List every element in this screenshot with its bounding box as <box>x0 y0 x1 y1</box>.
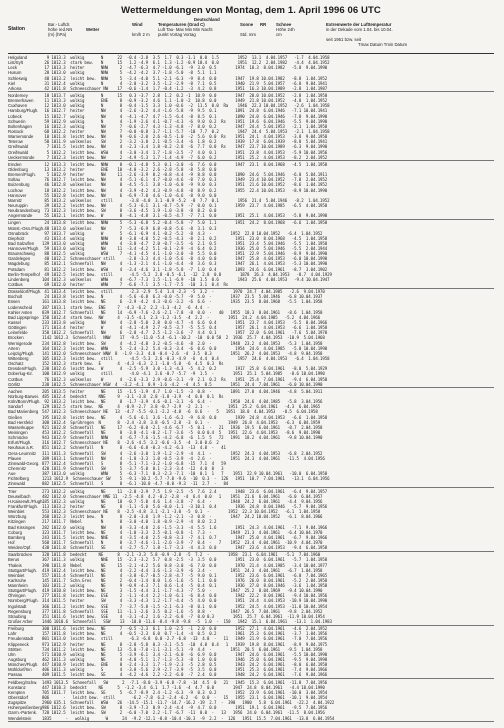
station-values: 100 1012.9 wolkig still -4.0 -4.1 2.6 -0.7 -5.7 -9 1.5 - 1951 25.1 5.04.1985 -8.6 10.04.1990 <box>42 371 325 377</box>
station-name: Essen <box>8 299 20 305</box>
station-values: 282 1012.0 wolkig NW 8 -3.3 -4.0 2.6 -1.5 -3.3 -4 5.5 1.6 1951 24.3 4.04.1961 -7.1 9.04.1966 <box>42 524 328 530</box>
station-group <box>8 389 494 488</box>
header-deutschland: Deutschland <box>194 17 220 22</box>
station-name: Ingolstadt <box>8 603 27 609</box>
station-name: Konstanz <box>8 684 26 690</box>
station-values: 320 1011.8 bedeckt NE 8 -2.1 -3.3 5.8 -0.9 -2.8 -5 7.2 - 1958 23.1 6.04.1961 -5.1 7.04.1960 <box>42 552 321 558</box>
station-values: 553 1012.3 Schneeschauer NE 8 -2.5 -4.8 3.1 -2.1 -3.0 -5 0.1 - 1952 22.3 10.04.1952 -6.1 1.04.1958 <box>42 509 321 515</box>
station-name: Gießen <box>8 414 22 420</box>
station-values: 9 1013.3 wolkig N 22 -0.4 -2.8 3.5 1.7 0.3 -1.1 0.0 1.5 1952 13.1 4.04.1957 -1.7 4.04.1958 <box>42 55 330 60</box>
station-name: Freiburg <box>8 626 24 632</box>
station-values: 48 1013.2 leicht bew. NNW 5 -3.4 -4.0 5.1 -2.1 -6.3 -9 8.4 0.0 1947 19.8 10.04.1982 -8.8 1.04.1952 <box>42 75 328 81</box>
station-values: 387 1013.1 stark bew. ENE 7 -4.3 -6.2 2.2 -1.3 -4.2 -6 4.4 - <box>42 304 210 310</box>
table-row <box>8 545 494 550</box>
station-values: 233 1013.8 wolkig NW 4 -2.8 -5.0 2.8 0.0 -4.7 -4 6.6 0.4 1951 23.7 4.04.1953 -5.5 8.04.1966 <box>42 320 328 326</box>
station-name: Husum <box>8 70 22 76</box>
header-extremwerte-sub: in der Dekade vom 1.04. bis 10.04. <box>326 27 393 32</box>
station-values: 85 1013.2 wolkenlos still -3.8 -4.8 3.1 -0.9 -5.2 -8 7.7 0.1 1956 21.4 5.04.1946 -8.2 1.04.1952 <box>42 197 330 203</box>
station-values: 351 1011.6 leicht bew. SSE 4 -3.1 -4.2 1.6 -2.2 -6.8 -7 0.0 0.3 1951 25.7 6.04.1961 -11.9 10.04.1954 <box>42 613 325 619</box>
station-name: Frankfurt/Flugh. <box>8 503 38 509</box>
station-values: 152 1012.3 stark bew. E 4 -4.3 -6.3 2.1 -1.0 -5.0 -6 4.5 0.3 Rs <box>42 361 224 367</box>
station-values: 547 1012.3 Schneeschauer NE 13 -4.7 -5.5 -0.1 -2.2 -4.8 -6 0.6 - 5 1951 18.0 4.04.1953 -8.5 6.04.1958 <box>42 409 318 415</box>
station-values: 308 1012.4 Sprühregen N 8 -2.4 -3.8 3.8 -0.5 -2.8 -3 0.1 - 1949 26.8 4.04.1953 -6.3 6.04.1959 <box>42 419 321 425</box>
header-wind-units: km/h 2 m <box>132 32 150 37</box>
station-values: 419 1010.8 leicht bew. NE 3 -1.5 -4.4 3.1 -1.7 -4.3 -7 5.0 - 1947 25.2 8.04.1969 -9.4 10.04.1990 <box>42 588 323 594</box>
station-values: 462 1011.3 wolkig NE 4 -4.0 -5.1 1.7 -1.3 -5.3 -8 1.0 0.0 1946 25.0 6.04.1961 -9.5 9.04.1990 <box>42 657 328 663</box>
table-row <box>8 155 494 160</box>
station-name: Plauen <box>8 455 22 461</box>
station-name: Angermünde <box>8 213 33 219</box>
station-name: Arkona <box>8 85 22 91</box>
station-values: 243 1011.5 leicht bew. NNE 4 -3.5 -4.0 2.5 -0.8 -3.3 -7 4.1 0.7 1947 25.0 4.04.1961 -6.7 9.04.1966 <box>42 534 328 540</box>
station-name: Diepholz <box>8 235 25 241</box>
station-values: 73 1012.3 leicht bew. SW 8 -3.6 -4.5 1.9 -1.0 -3.8 -8 8.2 0.0 <box>42 208 217 214</box>
station-values: 105 1012.3 leicht bew. still -4.5 -5.3 2.6 -0.3 -4.9 -6 4.4 0.4 1957 24.6 4.04.1953 -6.4 1.04.1958 <box>42 356 330 362</box>
station-values: 28 1013.0 wolkig NNW 5 -4.2 -4.2 3.7 -1.8 -5.0 -8 5.1 1.1 <box>42 70 217 76</box>
station-group <box>8 289 494 388</box>
station-name: Nürnberg/Flugh. <box>8 598 39 604</box>
station-values: 48 1013.0 wolkenlos NW 7 -5.3 -6.9 6.8 -0.8 -5.6 -8 3.1 0.3 <box>42 225 217 231</box>
station-values: 268 1012.3 leicht bew. N 8 -2.0 -3.0 1.9 -1.2 -2.1 -3 0.8 - 1947 24.2 10.04.1952 -6.1 8.04.1966 <box>42 514 323 520</box>
station-group <box>8 93 494 161</box>
station-values: 7 1011.5 leicht bew. NW 4 -2.3 -3.4 1.8 -0.2 -2.8 -6 7.7 0.0 Rs 1947 23.7 10.04.1989 -6.3 9.04.1990 <box>42 144 328 150</box>
station-values: 568 1011.7 Schneefall N 8 -3.7 -4.6 -1.1 -2.6 -3.9 -7 0.4 - 7 1952 23.4 4.04.1961 -10.9 4.04.1970 <box>42 539 323 545</box>
station-name: Klippeneck <box>8 641 29 647</box>
page-title: Wettermeldungen von Montag, dem 1. April 1996 06 UTC <box>121 5 381 16</box>
station-values: 230 1012.6 leicht bew. W 4 -2.5 -5.9 3.0 -1.3 -4.3 -5 4.2 0.2 1917 25.8 6.04.1961 -8.0 5.04.1929 <box>42 366 328 372</box>
station-name: Braunschweig <box>8 251 35 257</box>
station-values: 164 1012.3 leicht bew. WNW 5 -2.4 -3.2 5.4 -0.3 -3.4 -6 0.6 0.0 1954 24.6 4.04.1985 -5.0 10.04.1990 <box>42 345 328 351</box>
station-values: 839 1012.7 Schneefall NE 14 -6.9 -7.6 -2.6 -2.1 -7.8 -8 0.0 - 40 1955 18.3 8.04.1961 -8.6 1.04.1958 <box>42 309 323 315</box>
station-name: Bad Lippspringe <box>8 314 39 320</box>
station-values: 1213 1012.9 Schneeschauer SW 5 -9.1 -10.2 -5.7 -7.0 -9.6 -10 0.3 - 126 1951 18.7 7.04.1961 -13.1 6.04.1956 <box>42 476 330 482</box>
station-name: Rostock <box>8 128 24 134</box>
station-name: Feldberg/Schw. <box>8 679 38 685</box>
station-values: 161 1013.8 leicht bew. NE 6 -2.9 -4.2 4.3 -0.6 -3.2 -6 6.6 - 1935 23.5 8.04.1968 -5.5 1.04.1958 <box>42 299 323 305</box>
station-name: Norderney <box>8 92 28 98</box>
station-name: Artern <box>8 345 20 351</box>
station-name: Wasserkuppe <box>8 424 34 430</box>
station-values: 76 1012.3 wolkenlos W 4 -2.6 -3.3 2.9 -0.6 -3.1 -9 2.1 0.2 Rs 1951 25.4 7.04.1961 -9.4 6.04.1958 <box>42 376 328 382</box>
station-name: Augsburg <box>8 657 27 663</box>
station-values: 18 1012.2 leicht bew. NW 4 -3.9 -4.2 4.3 -0.9 -4.8 -8 8.9 0.2 1955 22.4 10.04.1953 -8.9 10.04.1990 <box>42 187 328 193</box>
header-sonne-units: Std. mm <box>240 32 256 37</box>
station-name: Lüdenscheid <box>8 304 33 310</box>
station-name: Greifswald <box>8 149 29 155</box>
station-name: Kiel <box>8 80 16 86</box>
station-name: Oberstdorf <box>8 695 29 701</box>
station-name: Zinnwald <box>8 481 26 487</box>
station-name: Großer Arber <box>8 619 33 625</box>
station-values: 851 1012.2 Schneefall N 8 -6.6 -6.8 -0.3 -4.2 -6.3 -13 4.8 - 41 <box>42 445 226 451</box>
station-values: 438 1011.8 Schneefall SE 4 -2.7 -5.7 1.8 -1.7 -3.3 -4 4.3 0.0 1947 23.6 4.04.1953 -9.4 6.04.1958 <box>42 545 328 551</box>
station-name: Kempten <box>8 689 26 695</box>
station-name: Gera-Leumnitz <box>8 450 37 456</box>
station-name: Würzburg <box>8 514 27 520</box>
station-name: Boltenhagen <box>8 123 32 129</box>
station-name: Stuttgart/Flugh. <box>8 588 38 594</box>
station-name: Cuxhaven <box>8 103 28 109</box>
station-name: Stötten <box>8 646 22 652</box>
station-values: 59 1013.0 wolkig NW 11 -3.4 -4.2 5.1 -0.1 -2.9 -4 6.4 0.2 1936 25.0 5.04.1946 -5.5 2.04.1944 <box>42 246 328 252</box>
station-name: Bremen/Flugh. <box>8 172 36 178</box>
station-name: Zugspitze <box>8 700 27 706</box>
header-wetter: Wetter <box>86 27 100 32</box>
station-values: 55 1012.8 leicht bew. NW 6 -6.9 -7.0 4.6 -1.0 -6.6 -8 9.0 0.0 <box>42 192 217 198</box>
station-values: 387 1013.0 wolkig WNW 5 -6.3 -7.1 0.3 -2.3 -7.1 -10 0.1 1 7 1951 22.9 10.04.1961 -10.0 6.04.1958 <box>42 471 328 477</box>
station-name: Cottbus <box>8 282 23 288</box>
station-name: Bad Salzuflen <box>8 240 35 246</box>
table-row <box>8 619 494 624</box>
station-name: Cottbus <box>8 376 23 382</box>
station-name: Garm.-Partenk. <box>8 710 38 716</box>
station-name: Potsdam <box>8 266 25 272</box>
station-values: 10 1011.8 leicht bew. NW 9 -0.6 -2.0 2.6 -0.5 -1.0 -2 5.6 0.0 Rs 1951 24.1 4.04.1953 -3.8 9.04.1958 <box>42 134 328 140</box>
station-name: Magdeburg <box>8 261 30 267</box>
station-values: 277 1011.8 leicht bew. ESE 2 -1.1 -4.4 2.2 -1.0 -6.1 -6 8.4 0.0 1942 22.2 8.04.1961 -9.4 10.04.1956 <box>42 593 328 599</box>
station-name: Bremerhaven <box>8 98 34 104</box>
station-name: Leipzig/Flugh. <box>8 350 35 356</box>
station-name: Wernigerode <box>8 340 33 346</box>
station-values: 59 1012.9 wolkig N 4 -1.9 -2.6 4.1 -0.7 -4.3 -6 9.0 0.2 Rs 1951 19.6 6.04.1946 -5.5 9.04.1990 <box>42 118 328 124</box>
station-values: 49 1012.5 leicht bew. still -4.5 -5.2 2.8 -0.5 -6.1 -12 2.8 0.8 1878 26.3 4.04.1953 -8.7 4.04.1929 <box>42 271 332 277</box>
header-schnee-cols: Höhe 24h <box>276 27 295 32</box>
station-name: Neuhaus a.R. <box>8 445 34 451</box>
station-values: 103 1011.2 wolkig NE 9 -0.9 -4.3 7.1 0.6 -1.4 -5 0.4 0.1 1936 27.0 8.04.1946 -3.6 1.04.1958 <box>42 583 328 589</box>
station-name: Aue <box>8 471 16 477</box>
table-row <box>8 672 494 677</box>
station-values: 76 1012.7 leicht bew. NW 4 -5.1 -6.1 4.7 -0.0 -4.6 -8 7.0 0.3 1949 23.4 10.04.1952 -7.8 2.04.1952 <box>42 177 328 183</box>
station-name: Bamberg <box>8 534 26 540</box>
station-name: Teterow <box>8 139 23 145</box>
station-name: Neuruppin <box>8 202 28 208</box>
station-name: Görlitz <box>8 381 21 387</box>
station-name: Boizenburg <box>8 182 30 188</box>
station-name: Emden <box>8 161 22 167</box>
station-name: Mannheim <box>8 583 28 589</box>
station-name: Bad Kissingen <box>8 524 36 530</box>
station-name: Kassel <box>8 320 21 326</box>
station-name: Oschatz <box>8 361 24 367</box>
station-values: 273 1012.2 wolkig NE 11 -2.0 -2.9 7.5 1.9 -2.5 -5 7.6 2.4 1948 23.6 6.04.1961 -6.4 9.04.1957 <box>42 488 328 494</box>
station-values: 734 1011.2 leicht bew. NE 13 -5.0 -7.0 -1.1 -3.1 -5.1 -9 4.4 - 1951 20.5 6.04.1961 -9.5 1.04.1958 <box>42 646 323 652</box>
station-name: Hof <box>8 539 15 545</box>
station-name: Schleswig <box>8 75 28 81</box>
station-values: 141 1012.0 Schneeschauer WNW 8 -1.9 -3.3 4.0 -0.4 -2.6 -4 3.5 0.3 1951 26.2 4.04.1953 -4.8 9.04.1958 <box>42 350 323 356</box>
station-values: 234 1012.8 leicht bew. SW 4 -4.2 -4.8 3.2 -0.5 -4.6 -8 2.0 - 1948 23.2 4.04.1953 -5.3 1.04.1958 <box>42 340 323 346</box>
station-values: 15 1012.7 wolkig NW 4 -4.1 -4.7 4.7 -1.5 -6.4 -8 8.5 0.1 1890 24.0 6.04.1946 -7.8 9.04.1990 <box>42 113 328 119</box>
header-temp-cols: Luft Tau- Max Min Min Nacht <box>158 27 213 32</box>
station-values: 195 1012.8 leicht bew. NE 4 -5.6 -6.1 3.6 -1.6 -6.2 -9 6.8 0.0 1939 24.8 4.04.1953 -6.6 1.04.1958 <box>42 414 328 420</box>
station-name: Gardelegen <box>8 256 31 262</box>
station-values: 12 1013.0 wolkig N 8 -0.4 -1.5 3.3 1.0 -0.6 -2 11.5 0.0 Ra 1946 22.3 10.04.1952 -2.6 1.04.1958 <box>42 103 330 109</box>
station-name: Helgoland <box>8 55 28 60</box>
station-name: Hamburg/Flugh. <box>8 108 39 114</box>
header-schnee-units: cm <box>276 32 282 37</box>
station-values: 18 1013.7 wolkig N 15 0.3 -3.7 2.8 1.2 0.2 -1 10.9 0.0 1947 20.0 10.04.1952 -2.8 1.04.1958 <box>42 92 328 98</box>
station-values: 806 - leicht bew. still -6.2 -7.8 6.2 -2.4 -6.2 -6 0.0 - 15 1955 23.1 6.04.1961 -10.1 9.04.1954 <box>42 695 328 701</box>
station-values: 46 1012.8 wolkenlos NW 8 -4.5 -5.1 3.8 -1.0 -6.0 -9 9.0 0.3 1951 21.6 10.04.1952 -8.6 1.04.1952 <box>42 182 328 188</box>
station-name: Zinnwald-Georg. <box>8 460 40 466</box>
station-name: Hannover <box>8 192 27 198</box>
station-values: 113 1013.2 heiter NE 8 -1.1 -5.0 5.6 -0.0 -1.1 -3 10.1 0.4 1936 24.8 8.04.1946 -5.7 9.04.1956 <box>42 503 328 509</box>
station-name: Oldenburg <box>8 166 28 172</box>
station-name: Bad Hersfeld <box>8 419 33 425</box>
station-name: Lahr <box>8 631 17 637</box>
station-name: Saarbrücken <box>8 552 33 558</box>
station-name: Regensburg <box>8 608 32 614</box>
station-values: 973 1012.9 heiter NE 8 -2.8 -5.8 0.3 -3.1 -5.5 -10 4.8 0.4 1 1939 19.8 8.04.1961 -8.9 9.04.1975 <box>42 641 328 647</box>
station-values: 205 1013.5 heiter NE 15 -1.5 -1.9 4.7 1.0 -1.5 -3 0.8 - 1891 27.0 4.04.1946 -4.8 5.04.1911 <box>42 388 323 394</box>
station-name: Bad Marienberg <box>8 409 39 415</box>
station-values: 24 1013.8 leicht bew. NNW 5 -5.3 -6.8 5.2 -0.4 -5.8 -7 5.0 1.1 1951 24.2 8.04.1968 -6.6 1.04.1958 <box>42 220 328 226</box>
station-name: Straubing <box>8 613 27 619</box>
station-name: Marnitz <box>8 197 22 203</box>
station-values: 921 1012.8 Schneefall NE 17 -6.2 -8.0 -2.1 -4.6 -6.7 -5 0.1 - 21 1936 19.5 6.04.1961 -8.7 2.04.1958 <box>42 424 323 430</box>
station-name: Freudenstadt <box>8 636 34 642</box>
station-name: Erfurt/Flugh. <box>8 440 32 446</box>
station-values: 350 1012.2 Schneefall NW 6 -2.8 -4.7 2.5 -1.2 -3.6 -7 4.4 0.1 1957 22.0 6.04.1961 -7.6 5.04.1970 <box>42 330 328 336</box>
station-group <box>8 220 494 288</box>
station-values: 68 1012.2 heiter NW 7 -0.0 -0.8 3.7 -1.1 -5.7 -10 7.7 0.2 1947 24.4 5.04.1953 -2.1 1.04.1958 <box>42 128 330 134</box>
station-values: 1142 1012.3 Schneefall NNW 17 -9.5 -11.0 -5.4 -6.1 -10.2 -10 0.0 58 2 1936 25.7 4.04.1953 -10.9 5.04.1968 <box>42 335 325 341</box>
station-values: 171 1013.4 heiter W 4 -4.1 -4.9 2.7 -0.5 -3.7 -5 5.5 0.4 1957 26.1 4.04.1953 -6.6 1.04.1958 <box>42 325 328 331</box>
table-row <box>8 282 494 287</box>
station-values: 104 1012.3 wolkenlos WNW 4 -6.7 -7.3 1.5 -1.1 -6.9 -10 1.5 0.6 1943 25.6 4.04.1953 -9.4 10.04.1947 <box>42 276 330 282</box>
station-values: 5 1012.9 heiter NW 11 -2.6 -3.9 8.2 -0.8 -4.4 -9 8.8 0.0 1890 24.6 5.04.1946 -6.0 5.04.1911 <box>42 172 328 178</box>
station-values: 1493 1013.5 Schneefall SW 2 -7.1 -8.0 -3.9 -6.8 -7.8 -14 4.5 0 21 1945 15.3 6.04.1961 -11.8 7.04.1956 <box>42 679 328 685</box>
station-values: 300 1011.6 leicht bew. NE 7 -0.5 -2.3 6.1 1.0 -2.5 -1 2.0 0.0 1952 27.1 4.04.1961 -4.6 2.04.1952 <box>42 626 328 632</box>
station-name: Wittenberg <box>8 356 29 362</box>
station-name: Fichtelberg <box>8 476 30 482</box>
station-values: 92 1013.2 leicht bew. NE 8 -1.7 -3.9 4.6 -0.1 -3.1 -6 6.4 - 1958 24.6 4.04.1985 -5.8 3.04.1956 <box>42 399 323 405</box>
station-name: Kitzingen <box>8 519 26 525</box>
station-name: Dresden/Flugh. <box>8 366 38 372</box>
station-name: Brocken <box>8 335 24 341</box>
station-name: Köln/Bonn/Flugh. <box>8 399 41 405</box>
station-name: H.Kaiserwlt./Flugh. <box>8 498 44 504</box>
station-name: Coburg <box>8 529 22 535</box>
station-values: 311 1011.3 Schneefall SW 4 -2.6 -3.0 1.9 -1.2 -2.9 -4 4.1 - 1952 24.3 4.04.1953 -6.8 2.04.1952 <box>42 450 323 456</box>
station-values: 81 1012.2 leicht bew. WSW 4 -3.4 -4.6 3.1 -1.8 -5.8 -7 1.0 0.4 1893 24.6 6.04.1961 -8.7 3.04.1902 <box>42 266 328 272</box>
station-values: 316 1012.7 Schneeschauer NE 8 -2.6 -4.5 3.2 -0.6 -3.5 -4 3.0 0.6 2 <box>42 440 219 446</box>
table-row <box>8 382 494 387</box>
station-values: 145 1011.7 Schn.Gres NE 2 -0.4 -1.4 8.0 1.6 -1.6 -5 1.1 0.0 1976 26.0 8.04.1961 -5.2 2.04.1958 <box>42 577 328 583</box>
station-values: 157 1011.8 leicht bew. NE 4 -0.5 -2.3 6.0 0.7 -1.4 -4 0.5 0.2 1961 25.3 6.04.1961 -3.7 1.04.1956 <box>42 631 328 637</box>
station-values: 314 1011.5 heiter SW 4 -3.3 -4.3 1.2 -1.7 -4.4 -5 4.0 0.0 1951 24.4 4.04.1953 -10.9 10.04.1990 <box>42 598 328 604</box>
station-name: Nürburg-Barwei. <box>8 394 39 399</box>
station-values: 185 1012.3 wolkig NE 18 -0.7 -5.0 4.6 1.4 -3.8 -7 6.4 - 1948 24.2 6.04.1961 -4.4 9.04.1956 <box>42 498 323 504</box>
station-values: 16 1012.3 wolkig NW 7 -0.6 -2.7 4.3 -1.3 -4.8 -7 8.0 0.2 1947 24.4 5.04.1953 -2.1 1.04.1958 <box>42 123 328 129</box>
station-name: Öhringen <box>8 593 26 599</box>
station-name: List/Sylt <box>8 60 23 66</box>
station-values: 447 1010.9 leicht bew. ENE 8 -2.4 -3.3 1.7 -1.9 -2.3 -5 2.8 0.5 1943 24.2 6.04.1961 -8.0 6.04.1958 <box>42 662 328 668</box>
station-values: 943 1012.9 Schneefall NNW 4 -6.7 -7.6 -1.5 -4.2 -6.8 -6 1.5 5 72 1991 18.2 4.04.1961 -9.8 10.04.1990 <box>42 435 323 441</box>
station-name: Düsseldorf/Flugh. <box>8 289 42 295</box>
station-values: 323 1011.7 leicht bew. NE 4 -1.0 -3.3 2.5 -0.1 -0.8 -1 7.3 - 1949 21.3 4.04.1961 -6.4 10.04.1970 <box>42 529 323 535</box>
table-row <box>8 481 494 486</box>
station-values: 16 1012.7 heiter NW 4 -2.6 -3.2 4.4 -1.6 -5.8 -9 9.5 0.1 1891 24.8 6.04.1946 -7.1 10.04.1941 <box>42 108 328 114</box>
station-values: 986 1012.6 leicht bew. SW 8 -3.9 -7.3 0.9 -2.4 -4.4 -9 4.7 0.0 1951 19.1 6.04.1961 -9.5 7.04.1956 <box>42 705 328 711</box>
station-name: Münst.-Osn./Flugh. <box>8 225 45 231</box>
station-name: Weinbiet <box>8 572 25 578</box>
station-name: Göttingen <box>8 325 27 331</box>
station-name: Wendelstein <box>8 715 32 721</box>
station-values: 97 1013.7 wolkig W 5 -6.1 -6.9 4.1 -0.2 -5.2 -8 4.3 - 1952 22.8 10.04.1952 -6.4 1.04.1952 <box>42 230 323 236</box>
station-values: 13 1013.2 heiter ENE 10 -4.8 -3.2 2.6 -2.8 -5.8 -8 5.8 0.0 <box>42 166 217 172</box>
station-values: 69 1012.0 heiter WNW 7 -6.6 -7.1 3.5 -1.7 -7.5 -10 3.1 0.4 Rs <box>42 282 229 288</box>
header-extremwerte: Extremwerte der Lufttemperatur <box>326 22 392 27</box>
station-values: 139 1013.0 wolkig WNW 4 -3.8 -4.7 2.0 -0.7 -3.5 -6 2.1 0.5 1951 23.4 5.04.1946 -5.5 1.04.1958 <box>42 240 328 246</box>
header-station: Station <box>8 26 25 32</box>
station-name: Weinbiet <box>8 509 25 515</box>
station-name: Hohenpeißenberg <box>8 705 43 711</box>
station-values: 557 1011.4 Schneefall NE 4 -3.8 -6.7 -0.5 -2.8 -4.7 -5 9.0 0.1 1952 23.6 6.04.1961 -6.0 7.04.1965 <box>42 572 328 578</box>
station-name: Deuselbach <box>8 493 31 499</box>
station-values: 877 1012.4 Schneefall S 8 -5.1 -7.1 -3.2 -1.0 -6.8 -15 7.1 4 59 <box>42 460 226 466</box>
station-values: 419 1012.4 leicht bew. NE 4 -2.2 -4.4 3.6 -1.3 -3.9 -6 3.4 - 1951 24.3 4.04.1961 -6.7 1.04.1958 <box>42 567 323 573</box>
station-values: 1835 - wolkig W 24 -9.2 -12.1 -8.8 -10.4 -10.3 -9 2.2 - 126 1951 15.5 7.04.1961 -13.8 6.04.1954 <box>42 715 335 721</box>
station-values: 367 1011.3 wolkig NNE 15 -2.3 -3.2 5.7 0.8 -2.5 -3 3.5 0.0 1951 23.0 6.04.1961 -5.7 1.04.1958 <box>42 557 328 563</box>
station-name: Lübeck <box>8 113 22 119</box>
station-name: Schmücke <box>8 435 28 441</box>
weather-report-page <box>8 5 494 723</box>
station-values: 217 1011.7 Nebel N 8 -3.0 -4.0 1.8 -0.9 -2.9 -4 8.0 2.2 <box>42 519 217 525</box>
station-values: 24 1013.8 leicht bew. N 4 -5.6 -6.8 6.3 -0.0 -5.7 -9 5.0 - 1937 23.5 5.04.1946 -6.8 10.04.1937 <box>42 294 323 300</box>
station-name: Osnabrück <box>8 230 29 236</box>
station-name: Doberlug-Kir. <box>8 371 33 377</box>
station-values: 398 1011.8 Nebel NE 15 -2.1 -4.2 5.6 0.8 -3.0 -6 7.0 0.0 1970 21.4 4.04.1985 -3.4 10.04.1977 <box>42 562 328 568</box>
station-values: 26 1012.3 stark bew. N 15 1.2 -4.9 6.1 1.3 -1.2 -0.9 10.4 0.0 1951 12.2 2.04.1982 -4.4 4.04.1952 <box>42 60 330 66</box>
station-name: Aachen <box>8 388 23 394</box>
station-values: 12 1013.3 leicht bew. NNW 8 -0.1 -4.8 5.3 0.1 -3.0 -6 7.6 0.0 1947 23.1 8.04.1968 -4.5 1.04.1958 <box>42 161 328 167</box>
station-group <box>8 55 494 92</box>
table-header <box>8 17 494 54</box>
table-row <box>8 716 494 721</box>
station-values: 485 1012.4 bedeckt NNE 9 -3.1 -3.8 2.8 -1.8 -3.9 -4 0.0 0.1 Rs <box>42 394 224 399</box>
station-name: Sandorf <box>8 404 23 410</box>
station-name: Soltau <box>8 177 21 183</box>
station-name: Hannover/Flugh. <box>8 246 40 252</box>
station-values: 43 1013.4 wolkig NNW 8 -3.8 -4.0 5.2 -0.5 -4.3 -8 2.1 0.2 1951 23.0 8.04.1968 -4.5 1.04.1958 <box>42 235 328 241</box>
station-values: 705 1011.7 leicht bew. SE 5 -6.7 -8.9 2.4 -1.2 -6.3 -9 0.3 0.2 1952 23.9 6.04.1961 -10.0 3.04.1954 <box>42 689 328 695</box>
station-values: 482 1012.0 Schneeschauer NNE 11 -2.5 -4.8 4.2 -0.2 -2.8 -4 6.4 0.0 1 1951 21.6 6.04.1961 -6.0 6.04.1957 <box>42 493 323 499</box>
station-values: 50 1011.9 wolkenlos SW 2 -3.2 -3.8 2.1 -0.5 -3.4 -6 1.8 0.2 1939 17.8 6.04.1939 -8.8 5.04.1941 <box>42 139 328 145</box>
station-values: 129 1012.5 stark bew. NE 4 -0.9 -2.7 3.8 -0.7 -2.9 -2 2.1 - 1951 25.2 6.04.1961 -4.3 6.04.1965 <box>42 404 321 410</box>
station-values: 377 1011.8 Schneefall SSE 11 -1.1 -2.6 3.5 0.2 -1.6 -5 8.8 - 1947 26.5 7.04.1961 -9.8 2.04.1952 <box>42 608 323 614</box>
station-values: 42 1011.8 Schneeschauer NW 17 -0.6 -1.4 1.7 -0.4 -1.2 -3 4.2 0.8 1951 16.3 10.04.1989 -2.8 1.04.1987 <box>42 85 328 91</box>
station-values: 48 1012.2 Schneeschauer still -2.8 -3.3 4.4 -1.0 -5.6 -8 4.0 0.0 1947 25.8 4.04.1953 -6.0 10.04.1990 <box>42 256 328 262</box>
station-values: 453 1012.2 Schneefall NE 8 -3.8 -4.1 -0.2 -1.7 -3.6 -5 0.0 0.4 5 1951 22.6 4.04.1953 -8.6 9.04.1990 <box>42 429 321 435</box>
station-name: Warnemünde <box>8 134 34 140</box>
header-hoehe-red: höhe red.NN <box>48 27 73 32</box>
station-name: München/Flugh. <box>8 662 39 668</box>
station-values: 41 1013.4 leicht bew. still -2.3 -2.9 5.4 1.4 -2.3 -5 3.2 - 1970 24.7 4.04.1985 -2.6 9.04.1970 <box>42 289 325 295</box>
station-name: Weiden/Opf. <box>8 545 32 551</box>
station-name: Karlsruhe <box>8 577 27 583</box>
station-name: Ulm <box>8 651 16 657</box>
station-values: 55 1012.1 leicht bew. W 8 -4.1 -4.8 3.1 -0.5 -4.7 -7 7.1 0.0 1951 25.1 4.04.1953 -5.8 9.04.1990 <box>42 213 328 219</box>
station-name: Berlin-Tempelhof <box>8 271 40 277</box>
station-values: 801 1013.0 leicht bew. still -6.3 -6.8 0.0 -2.7 -6.8 -13 4.8 - 11 1949 21.9 6.04.1961 -7.0 7.04.1956 <box>42 636 328 642</box>
station-name: Thaleis <box>8 562 22 568</box>
station-name: Leck <box>8 65 17 71</box>
station-values: 409 1011.5 leicht bew. SE 4 -4.2 -4.6 2.2 -2.2 -6.0 -7 2.4 0.0 1948 24.2 6.04.1961 -7.6 9.04.1966 <box>42 672 328 678</box>
station-group <box>8 552 494 625</box>
station-name: Lingen <box>8 220 21 226</box>
station-name: Lindenberg <box>8 276 30 282</box>
station-values: 31 1012.4 wolkig N 4 -2.0 -3.2 3.5 -1.2 -2.9 -8 7.1 0.5 1940 21.9 5.04.1957 -6.8 9.04.1941 <box>42 80 328 86</box>
header-temperaturen: Temperaturen (Grad C) <box>158 22 205 27</box>
station-values: 882 1012.5 Schneefall S 8 -6.1 -10.0 -4.7 -8.0 -9.3 -11 2.7 - 84 <box>42 481 229 487</box>
station-name: Bocholt <box>8 294 23 300</box>
station-values: 17 1013.3 heiter NNW 2 -4.7 -6.3 4.7 -1.0 -6.1 -9 3.0 0.5 1974 18.3 8.04.1982 -5.8 9.04.1990 <box>42 65 328 71</box>
header-extremwerte-sub2: seit 1951 bzw. seit <box>326 37 362 42</box>
header-sonne: Sonne <box>240 22 254 27</box>
station-values: 366 1011.2 leicht bew. SSE 7 -3.7 -5.8 -1.5 -2.1 -6.3 -8 0.1 0.0 1952 24.5 4.04.1953 -11.8 10.04.1954 <box>42 603 328 609</box>
header-bar-hoehe: Bar.- Luftdr. <box>48 22 71 27</box>
station-name: Leinefelde <box>8 330 28 336</box>
station-name: Passau <box>8 672 23 678</box>
station-name: Stuttgart/Flugh. <box>8 567 38 573</box>
station-group <box>8 489 494 552</box>
station-name: Chemnitz <box>8 465 26 471</box>
table-row <box>8 86 494 91</box>
station-values: 5 1012.2 leicht bew. WSW 4 -3.0 -3.4 1.7 -1.8 -3.5 -7 4.0 0.1 1951 23.8 4.04.1953 -5.9 10.04.1956 <box>42 149 328 155</box>
station-values: 11 1013.3 wolkig ENE 8 -0.9 -3.2 4.6 1.1 -1.0 -2 10.8 0.0 1949 21.8 10.04.1952 -4.8 1.04.1952 <box>42 98 328 104</box>
station-group <box>8 626 494 679</box>
station-values: 2960 635.1 Schneefall WSW 26 -14.5 -15.1 -11.7 -14.7 -16.2 -19 2.7 - 390 1900 5.8 6.04.1961 -22.2 4.04.1922 <box>42 700 335 706</box>
station-name: Lüchow <box>8 187 23 193</box>
header-schnee: Schnee <box>276 22 292 27</box>
station-values: 238 1012.5 Schneeschauer WSW 4 -3.2 -4.1 0.9 -1.6 -4.2 -4 4.5 0.5 1951 24.4 7.04.1961 -6.0 10.04.1990 <box>42 381 323 387</box>
header-wind: Wind <box>132 22 143 27</box>
station-values: 85 1012.1 Schneefall NW 4 -1.3 -2.1 4.1 -1.0 -4.4 -8 3.6 0.3 1947 26.1 4.04.1953 -5.3 10.04.1990 <box>42 261 328 267</box>
station-table-body <box>8 55 494 722</box>
station-name: Trier <box>8 488 17 494</box>
station-values: 420 1011.9 Schneefall SW 5 -3.7 -5.0 0.1 -2.3 -3.4 -12 4.0 0 3 <box>42 465 224 471</box>
station-group <box>8 162 494 220</box>
station-name: Berus <box>8 557 20 563</box>
table-row <box>8 213 494 218</box>
header-rr: RR <box>260 22 267 27</box>
header-units: (m) (hPa) <box>48 32 67 37</box>
station-values: 389 1013.1 Schneefall NW 4 -1.8 -3.3 1.0 -0.5 -3.9 -4 2.6 - 1951 24.3 4.04.1961 -11.5 4.04.1956 <box>42 455 325 461</box>
station-values: 1446 1010.6 Schneefall SSW 13 -10.8 -11.6 -8.4 -9.8 -9.8 -5 1.0 - 150 1942 15.1 6.04.1961 -13.1 1.04.1983 <box>42 619 332 625</box>
station-name: Ueckermünde <box>8 154 35 160</box>
header-temp-cols2: punkt Vortag Vortag <box>158 32 196 37</box>
station-name: Greifswald <box>8 144 29 150</box>
header-extremwerte-cols: Tmax Datum Tmin Datum <box>358 42 408 47</box>
station-name: Mühldorf/Inn <box>8 667 32 673</box>
station-name: Schwerin <box>8 118 26 124</box>
station-values: 158 1012.4 stark bew. NW 4 -3.5 -4.1 2.3 -1.2 -3.5 -4 2.2 - 1951 24.2 4.04.1985 -5.2 4.04.1966 <box>42 314 321 320</box>
station-values: 720 1012.5 leicht bew. SW 2 -6.0 -7.0 2.2 -1.7 -6.7 -11 0.0 - 13 1956 24.0 6.04.1961 -11.5 8.04.1956 <box>42 710 325 716</box>
station-values: 7 1012.3 leicht bew. NW 2 -4.9 -5.3 1.7 -1.4 -4.9 -7 6.0 0.2 1951 25.2 4.04.1953 -8.2 2.04.1952 <box>42 154 328 160</box>
station-group <box>8 680 494 723</box>
station-name: Neubrandenburg <box>8 208 40 214</box>
station-values: 39 1012.2 leicht bew. NW 4 -5.3 -6.1 3.1 -0.7 -5.9 -7 0.0 0.1 1959 23.7 4.04.1985 -6.5 4.04.1958 <box>42 202 328 208</box>
station-values: 88 1012.5 wolkig WSW 7 -4.1 -4.5 4.1 -1.0 -3.0 -8 5.5 0.0 1951 22.9 5.04.1946 -8.9 9.04.1990 <box>42 251 328 257</box>
station-values: 571 1010.9 wolkig NE 5 -3.9 -6.1 3.4 -2.1 -6.0 -6 6.9 0.0 1947 24.6 6.04.1961 -5.5 10.04.1990 <box>42 651 328 657</box>
station-values: 406 1011.3 wolkig S 4 -3.8 -5.6 2.9 -2.7 -3.9 -5 3.5 0.0 1951 25.3 6.04.1961 -7.4 9.04.1966 <box>42 667 328 673</box>
station-name: Kahler Asten <box>8 309 33 315</box>
station-values: 447 1010.3 bedeckt NE 5 -1.2 -3.4 6.1 1.7 -1.6 -4 4.7 0.0 1947 24.8 8.04.1961 -4.4 10.04.1990 <box>42 684 325 690</box>
station-name: Meiningen <box>8 429 28 435</box>
